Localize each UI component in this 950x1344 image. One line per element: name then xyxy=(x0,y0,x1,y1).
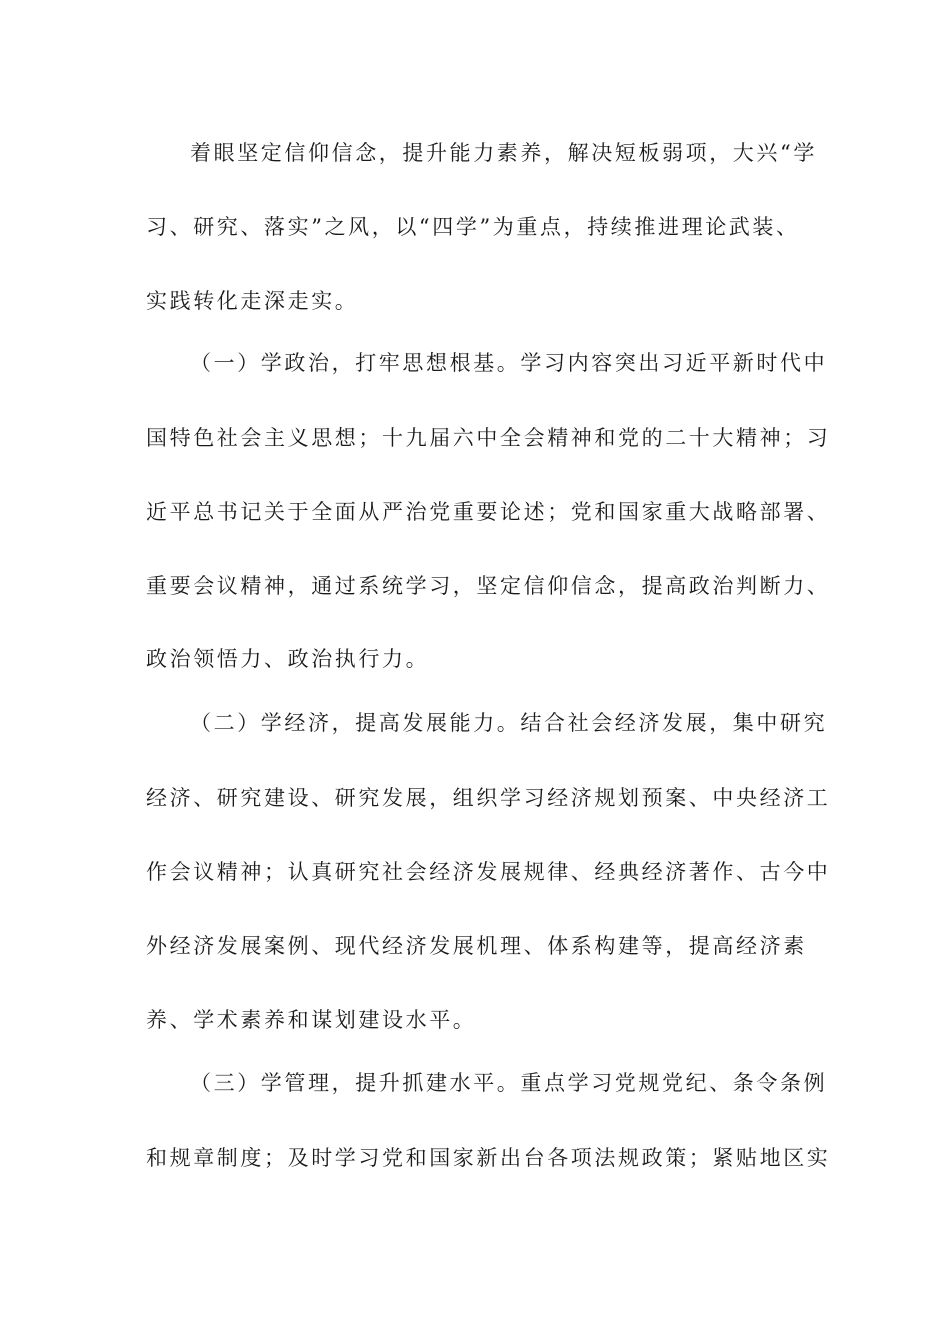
text-line: 重要会议精神，通过系统学习，坚定信仰信念，提高政治判断力、 xyxy=(146,574,831,598)
text-line: 外经济发展案例、现代经济发展机理、体系构建等，提高经济素 xyxy=(146,934,807,958)
text-line: （三）学管理，提升抓建水平。重点学习党规党纪、条令条例 xyxy=(190,1071,828,1095)
text-line: 和规章制度；及时学习党和国家新出台各项法规政策；紧贴地区实 xyxy=(146,1146,831,1170)
text-line: 习、研究、落实”之风，以“四学”为重点，持续推进理论武装、 xyxy=(146,215,800,239)
text-line: （一）学政治，打牢思想根基。学习内容突出习近平新时代中 xyxy=(190,351,828,375)
text-line: 作会议精神；认真研究社会经济发展规律、经典经济著作、古今中 xyxy=(146,860,831,884)
text-line: 近平总书记关于全面从严治党重要论述；党和国家重大战略部署、 xyxy=(146,500,831,524)
text-line: （二）学经济，提高发展能力。结合社会经济发展，集中研究 xyxy=(190,711,828,735)
text-line: 着眼坚定信仰信念，提升能力素养，解决短板弱项，大兴“学 xyxy=(190,141,817,165)
text-line: 政治领悟力、政治执行力。 xyxy=(146,647,430,671)
text-line: 实践转化走深走实。 xyxy=(146,289,359,313)
text-line: 经济、研究建设、研究发展，组织学习经济规划预案、中央经济工 xyxy=(146,786,831,810)
text-line: 国特色社会主义思想；十九届六中全会精神和党的二十大精神；习 xyxy=(146,426,831,450)
text-line: 养、学术素养和谋划建设水平。 xyxy=(146,1008,477,1032)
